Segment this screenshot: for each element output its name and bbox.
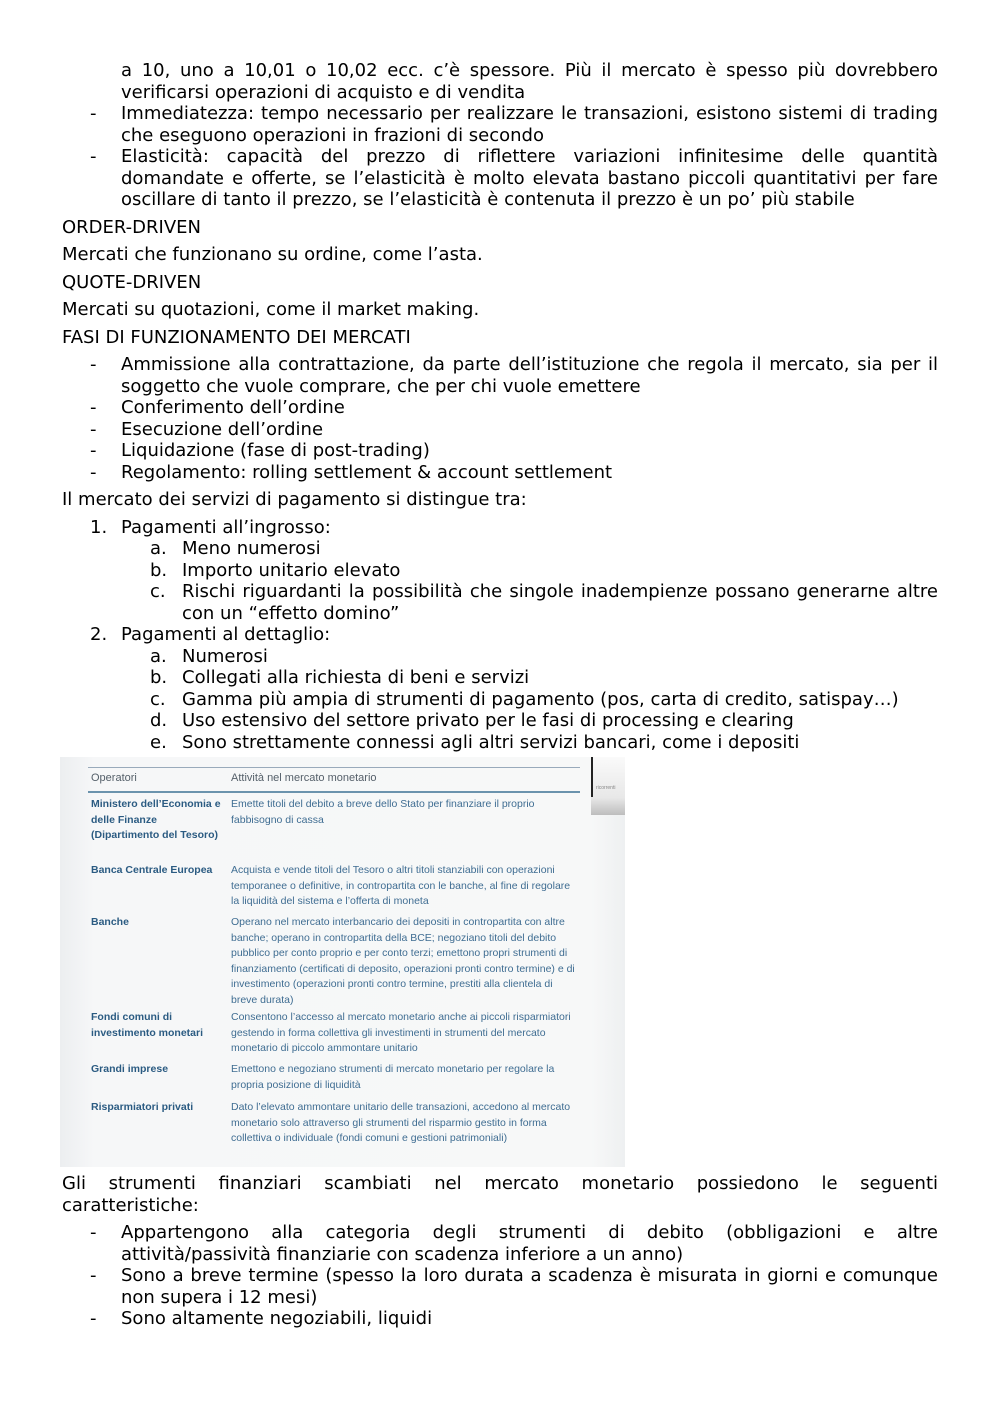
list-item-text: Ammissione alla contrattazione, da parte dell’istituzione che regola il mercato, sia per il soggetto che vuole comprare, che per chi vuole emettere	[121, 354, 938, 397]
sub-item-text: Meno numerosi	[182, 538, 321, 559]
list-item-text: Immediatezza: tempo necessario per realizzare le transazioni, esistono sistemi di trading che eseguono operazioni in frazioni di secondo	[121, 103, 938, 146]
sub-item	[62, 710, 938, 732]
table-cell-operatore: Banca Centrale Europea	[91, 864, 213, 876]
list-dash: -	[90, 354, 97, 375]
list-letter: c.	[150, 581, 166, 602]
document-page	[62, 60, 938, 1330]
list-item-text: Appartengono alla categoria degli strumenti di debito (obbligazioni e altre attività/passività finanziarie con scadenza inferiore a un anno)	[121, 1222, 938, 1265]
paragraph-strumenti-line1: Gli strumenti finanziari scambiati nel mercato monetario possiedono le seguenti	[62, 1173, 938, 1194]
sub-item	[62, 732, 938, 754]
paragraph-quote-driven: Mercati su quotazioni, come il market making.	[62, 299, 480, 320]
list-item	[62, 397, 938, 419]
table-cell-operatore: Ministero dell’Economia e delle Finanze (Dipartimento del Tesoro)	[91, 798, 221, 841]
list-letter: d.	[150, 710, 168, 731]
paragraph-order-driven: Mercati che funzionano su ordine, come l’asta.	[62, 244, 483, 265]
list-item-text: Elasticità: capacità del prezzo di riflettere variazioni infinitesime delle quantità domandate e offerte, se l’elasticità è molto elevata bastano piccoli quantitativi per fare oscillare di tanto il prezzo, se l’elasticità è contenuta il prezzo è un po’ più stabile	[121, 146, 938, 210]
list-dash: -	[90, 1265, 97, 1286]
list-item-text: Esecuzione dell’ordine	[121, 418, 324, 440]
sub-item	[62, 667, 938, 689]
image-edge-bar	[591, 757, 593, 797]
sub-item	[62, 646, 938, 668]
list-dash: -	[90, 440, 97, 461]
image-edge-artifact	[591, 757, 625, 815]
list-letter: e.	[150, 731, 167, 753]
paragraph-strumenti-line2: caratteristiche:	[62, 1194, 199, 1216]
table-top-rule	[88, 767, 580, 768]
heading-fasi: FASI DI FUNZIONAMENTO DEI MERCATI	[62, 326, 411, 348]
table-cell-operatore: Risparmiatori privati	[91, 1101, 194, 1113]
sub-item	[62, 689, 938, 711]
image-edge-text: ricorrenti	[596, 785, 616, 791]
strumenti-list	[62, 1222, 938, 1330]
table-cell-attivita: Operano nel mercato interbancario dei depositi in contropartita con altre banche; operano in contropartita della BCE; negoziano titoli del debito pubblico per conto proprio e per conto terzi; emettono propri strumenti di finanziamento (certificati di deposito, operazioni pronti contro termine) e di investimento (operazioni pronti contro termine, prestiti alla clientela di breve durata)	[231, 916, 575, 1006]
list-item-text: Sono a breve termine (spesso la loro durata a scadenza è misurata in giorni e comunque non supera i 12 mesi)	[121, 1265, 938, 1308]
list-letter: b.	[150, 667, 168, 688]
list-dash: -	[90, 146, 97, 167]
list-item-text: Sono altamente negoziabili, liquidi	[121, 1308, 433, 1329]
pagamenti-list	[62, 517, 938, 754]
fasi-list	[62, 354, 938, 483]
list-item	[62, 440, 938, 462]
list-item-continuation: a 10, uno a 10,01 o 10,02 ecc. c’è spessore. Più il mercato è spesso più dovrebbero verificarsi operazioni di acquisto e di vendita	[121, 60, 938, 103]
list-item	[62, 1308, 938, 1330]
list-dash: -	[90, 397, 97, 418]
list-item-text: Pagamenti all’ingrosso:	[121, 516, 331, 538]
sub-item-text: Numerosi	[182, 645, 268, 667]
list-dash: -	[90, 418, 97, 440]
table-cell-operatore: Grandi imprese	[91, 1063, 169, 1075]
list-number: 1.	[90, 516, 108, 538]
list-item	[62, 419, 938, 441]
table-header-attivita: Attività nel mercato monetario	[231, 772, 377, 784]
list-number: 2.	[90, 624, 108, 645]
sub-item-text: Importo unitario elevato	[182, 559, 401, 581]
numbered-item	[62, 624, 938, 646]
table-cell-operatore: Banche	[91, 916, 129, 928]
heading-quote-driven: QUOTE-DRIVEN	[62, 271, 202, 293]
list-dash: -	[90, 1308, 97, 1329]
sub-item-text: Uso estensivo del settore privato per le fasi di processing e clearing	[182, 710, 794, 731]
list-item	[62, 354, 938, 397]
table-header-operatori: Operatori	[91, 772, 137, 784]
table-cell-attivita: Emette titoli del debito a breve dello Stato per finanziare il proprio fabbisogno di cassa	[231, 798, 535, 826]
table-cell-operatore: Fondi comuni di investimento monetari	[91, 1011, 204, 1039]
list-item	[62, 462, 938, 484]
table-cell-attivita: Acquista e vende titoli del Tesoro o altri titoli stanziabili con operazioni temporanee o definitive, in contropartita con le banche, al fine di regolare la liquidità del sistema e l’offerta di moneta	[231, 864, 571, 907]
table-cell-attivita: Dato l’elevato ammontare unitario delle transazioni, accedono al mercato monetario solo attraverso gli strumenti del risparmio gestito in forma collettiva o individuale (fondi comuni e gestioni patrimoniali)	[231, 1101, 571, 1144]
list-letter: c.	[150, 688, 166, 710]
numbered-item	[62, 517, 938, 539]
list-item-text: Liquidazione (fase di post-trading)	[121, 440, 430, 461]
table-header-rule	[88, 791, 580, 793]
heading-order-driven: ORDER-DRIVEN	[62, 216, 202, 238]
table-cell-attivita: Emettono e negoziano strumenti di mercato monetario per regolare la propria posizione di liquidità	[231, 1063, 555, 1091]
list-item	[62, 1265, 938, 1308]
list-item	[62, 1222, 938, 1265]
list-item-text: Regolamento: rolling settlement & account settlement	[121, 461, 613, 483]
operatori-table-image	[60, 757, 625, 1167]
list-letter: a.	[150, 645, 167, 667]
list-item-text: Pagamenti al dettaglio:	[121, 624, 331, 645]
list-letter: a.	[150, 538, 167, 559]
list-dash: -	[90, 461, 97, 483]
sub-item	[62, 560, 938, 582]
sub-item-text: Collegati alla richiesta di beni e servizi	[182, 667, 530, 688]
sub-item	[62, 581, 938, 624]
sub-item-text: Rischi riguardanti la possibilità che singole inadempienze possano generarne altre con un “effetto domino”	[182, 581, 938, 624]
list-item-elasticita	[62, 146, 938, 211]
list-dash: -	[90, 103, 97, 124]
paragraph-pagamenti: Il mercato dei servizi di pagamento si distingue tra:	[62, 489, 527, 510]
list-dash: -	[90, 1222, 97, 1243]
sub-item-text: Sono strettamente connessi agli altri servizi bancari, come i depositi	[182, 731, 800, 753]
list-item-text: Conferimento dell’ordine	[121, 397, 345, 418]
list-letter: b.	[150, 559, 168, 581]
list-item-immediatezza	[62, 103, 938, 146]
sub-item	[62, 538, 938, 560]
table-cell-attivita: Consentono l’accesso al mercato monetario anche ai piccoli risparmiatori gestendo in forma collettiva gli investimenti in strumenti del mercato monetario di piccolo ammontare unitario	[231, 1011, 571, 1054]
sub-item-text: Gamma più ampia di strumenti di pagamento (pos, carta di credito, satispay…)	[182, 688, 899, 710]
